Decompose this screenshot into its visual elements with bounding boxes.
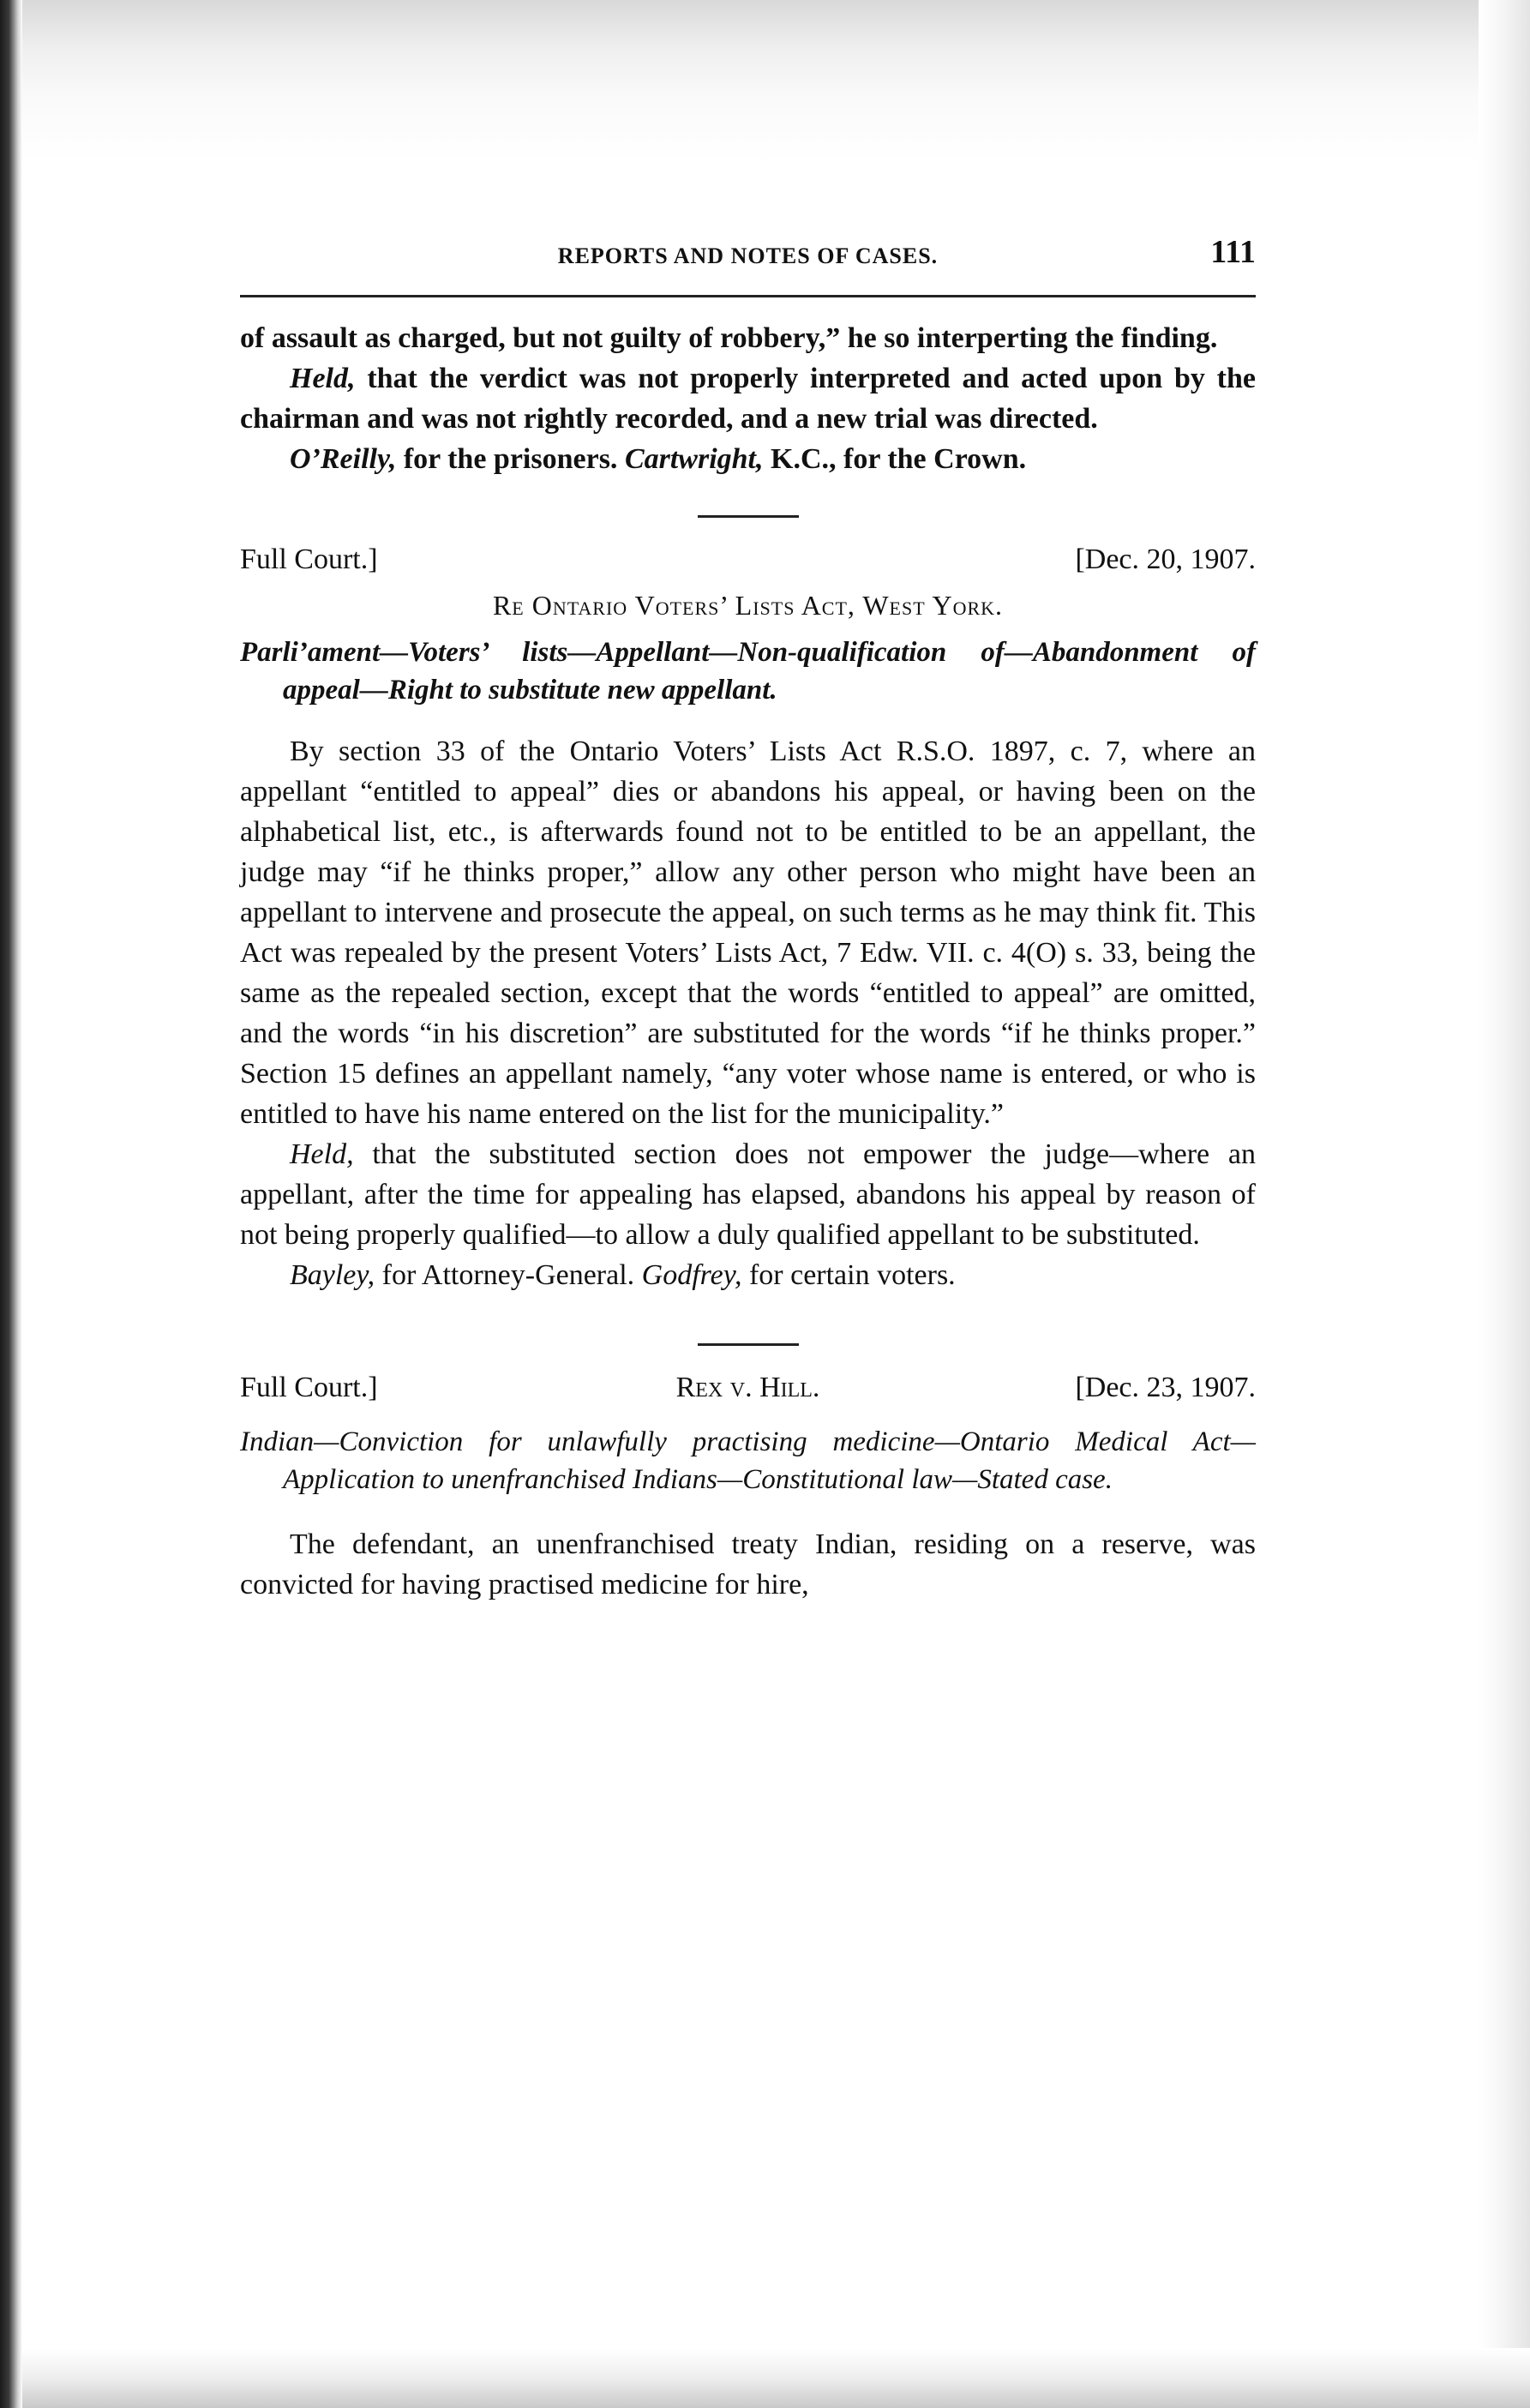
scan-edge-top (0, 0, 1530, 163)
counsel-name: Cartwright, (624, 443, 764, 475)
running-title: REPORTS AND NOTES OF CASES. (557, 243, 939, 268)
counsel-role: for Attorney-General. (381, 1259, 635, 1291)
case-3-body (240, 1524, 1256, 1605)
scan-edge-bottom (0, 2348, 1530, 2408)
court-name: Full Court.] (240, 1372, 378, 1403)
case-1-counsel (240, 439, 1256, 479)
case-3-court-line (240, 1372, 1256, 1416)
header-rule (240, 295, 1256, 297)
scan-edge-left (0, 0, 22, 2408)
case-3-headnote: Indian—Conviction for unlawfully practising medicine—Ontario Medical Act—Application to unenfranchised Indians—Constitutional law—Stated case. (240, 1426, 1256, 1495)
case-2-body (240, 731, 1256, 1295)
case-3-section (240, 1372, 1256, 1605)
held-label: Held, (290, 1138, 354, 1170)
case-1-held (240, 358, 1256, 439)
case-date: [Dec. 23, 1907. (1075, 1372, 1256, 1403)
scan-edge-right (1479, 0, 1530, 2408)
held-text: that the verdict was not properly interpreted and acted upon by the chairman and was not rightly recorded, and a new trial was directed. (240, 363, 1256, 435)
case-2-held (240, 1134, 1256, 1255)
counsel-name: Bayley, (290, 1259, 375, 1291)
page-content (240, 231, 1256, 1605)
case-3-title: Rex v. Hill. (675, 1372, 820, 1403)
running-head (240, 231, 1256, 283)
counsel-role: for the prisoners. (403, 443, 618, 475)
case-3-statement: The defendant, an unenfranchised treaty Indian, residing on a reserve, was convicted for having practised medicine for hire, (240, 1528, 1256, 1600)
case-date: [Dec. 20, 1907. (1075, 543, 1256, 575)
counsel-name: O’Reilly, (290, 443, 397, 475)
case-2-title: Re Ontario Voters’ Lists Act, West York. (492, 590, 1004, 621)
separator-rule (698, 515, 799, 518)
case-1-section (240, 318, 1256, 479)
case-2-section (240, 543, 1256, 1295)
page-number: 111 (1210, 234, 1256, 270)
held-text: that the substituted section does not empower the judge—where an appellant, after the time for appealing has elapsed, abandons his appeal by reason of not being properly qualified—to allow a duly qualified appellant to be substituted. (240, 1138, 1256, 1251)
case-2-statement: By section 33 of the Ontario Voters’ Lists Act R.S.O. 1897, c. 7, where an appellant “entitled to appeal” dies or abandons his appeal, or having been on the alphabetical list, etc., is afterwards found not to be entitled to be an appellant, the judge may “if he thinks proper,” allow any other person who might have been an appellant to intervene and prosecute the appeal, on such terms as he may think fit. This Act was repealed by the present Voters’ Lists Act, 7 Edw. VII. c. 4(O) s. 33, being the same as the repealed section, except that the words “entitled to appeal” are omitted, and the words “in his discretion” are substituted for the words “if he thinks proper.” Section 15 defines an appellant namely, “any voter whose name is entered, or who is entitled to have his name entered on the list for the municipality.” (240, 736, 1256, 1130)
case-2-headnote: Parli’ament—Voters’ lists—Appellant—Non-qualification of—Abandonment of appeal—Right to substitute new appellant. (240, 637, 1256, 706)
counsel-name: Godfrey, (641, 1259, 742, 1291)
case-2-court-line (240, 543, 1256, 588)
counsel-role: for certain voters. (748, 1259, 956, 1291)
counsel-role: K.C., for the Crown. (771, 443, 1027, 475)
separator-rule (698, 1343, 799, 1346)
case-1-continuation: of assault as charged, but not guilty of robbery,” he so interperting the finding. (240, 322, 1218, 354)
held-label: Held, (290, 363, 356, 394)
case-2-counsel (240, 1255, 1256, 1295)
court-name: Full Court.] (240, 543, 378, 575)
